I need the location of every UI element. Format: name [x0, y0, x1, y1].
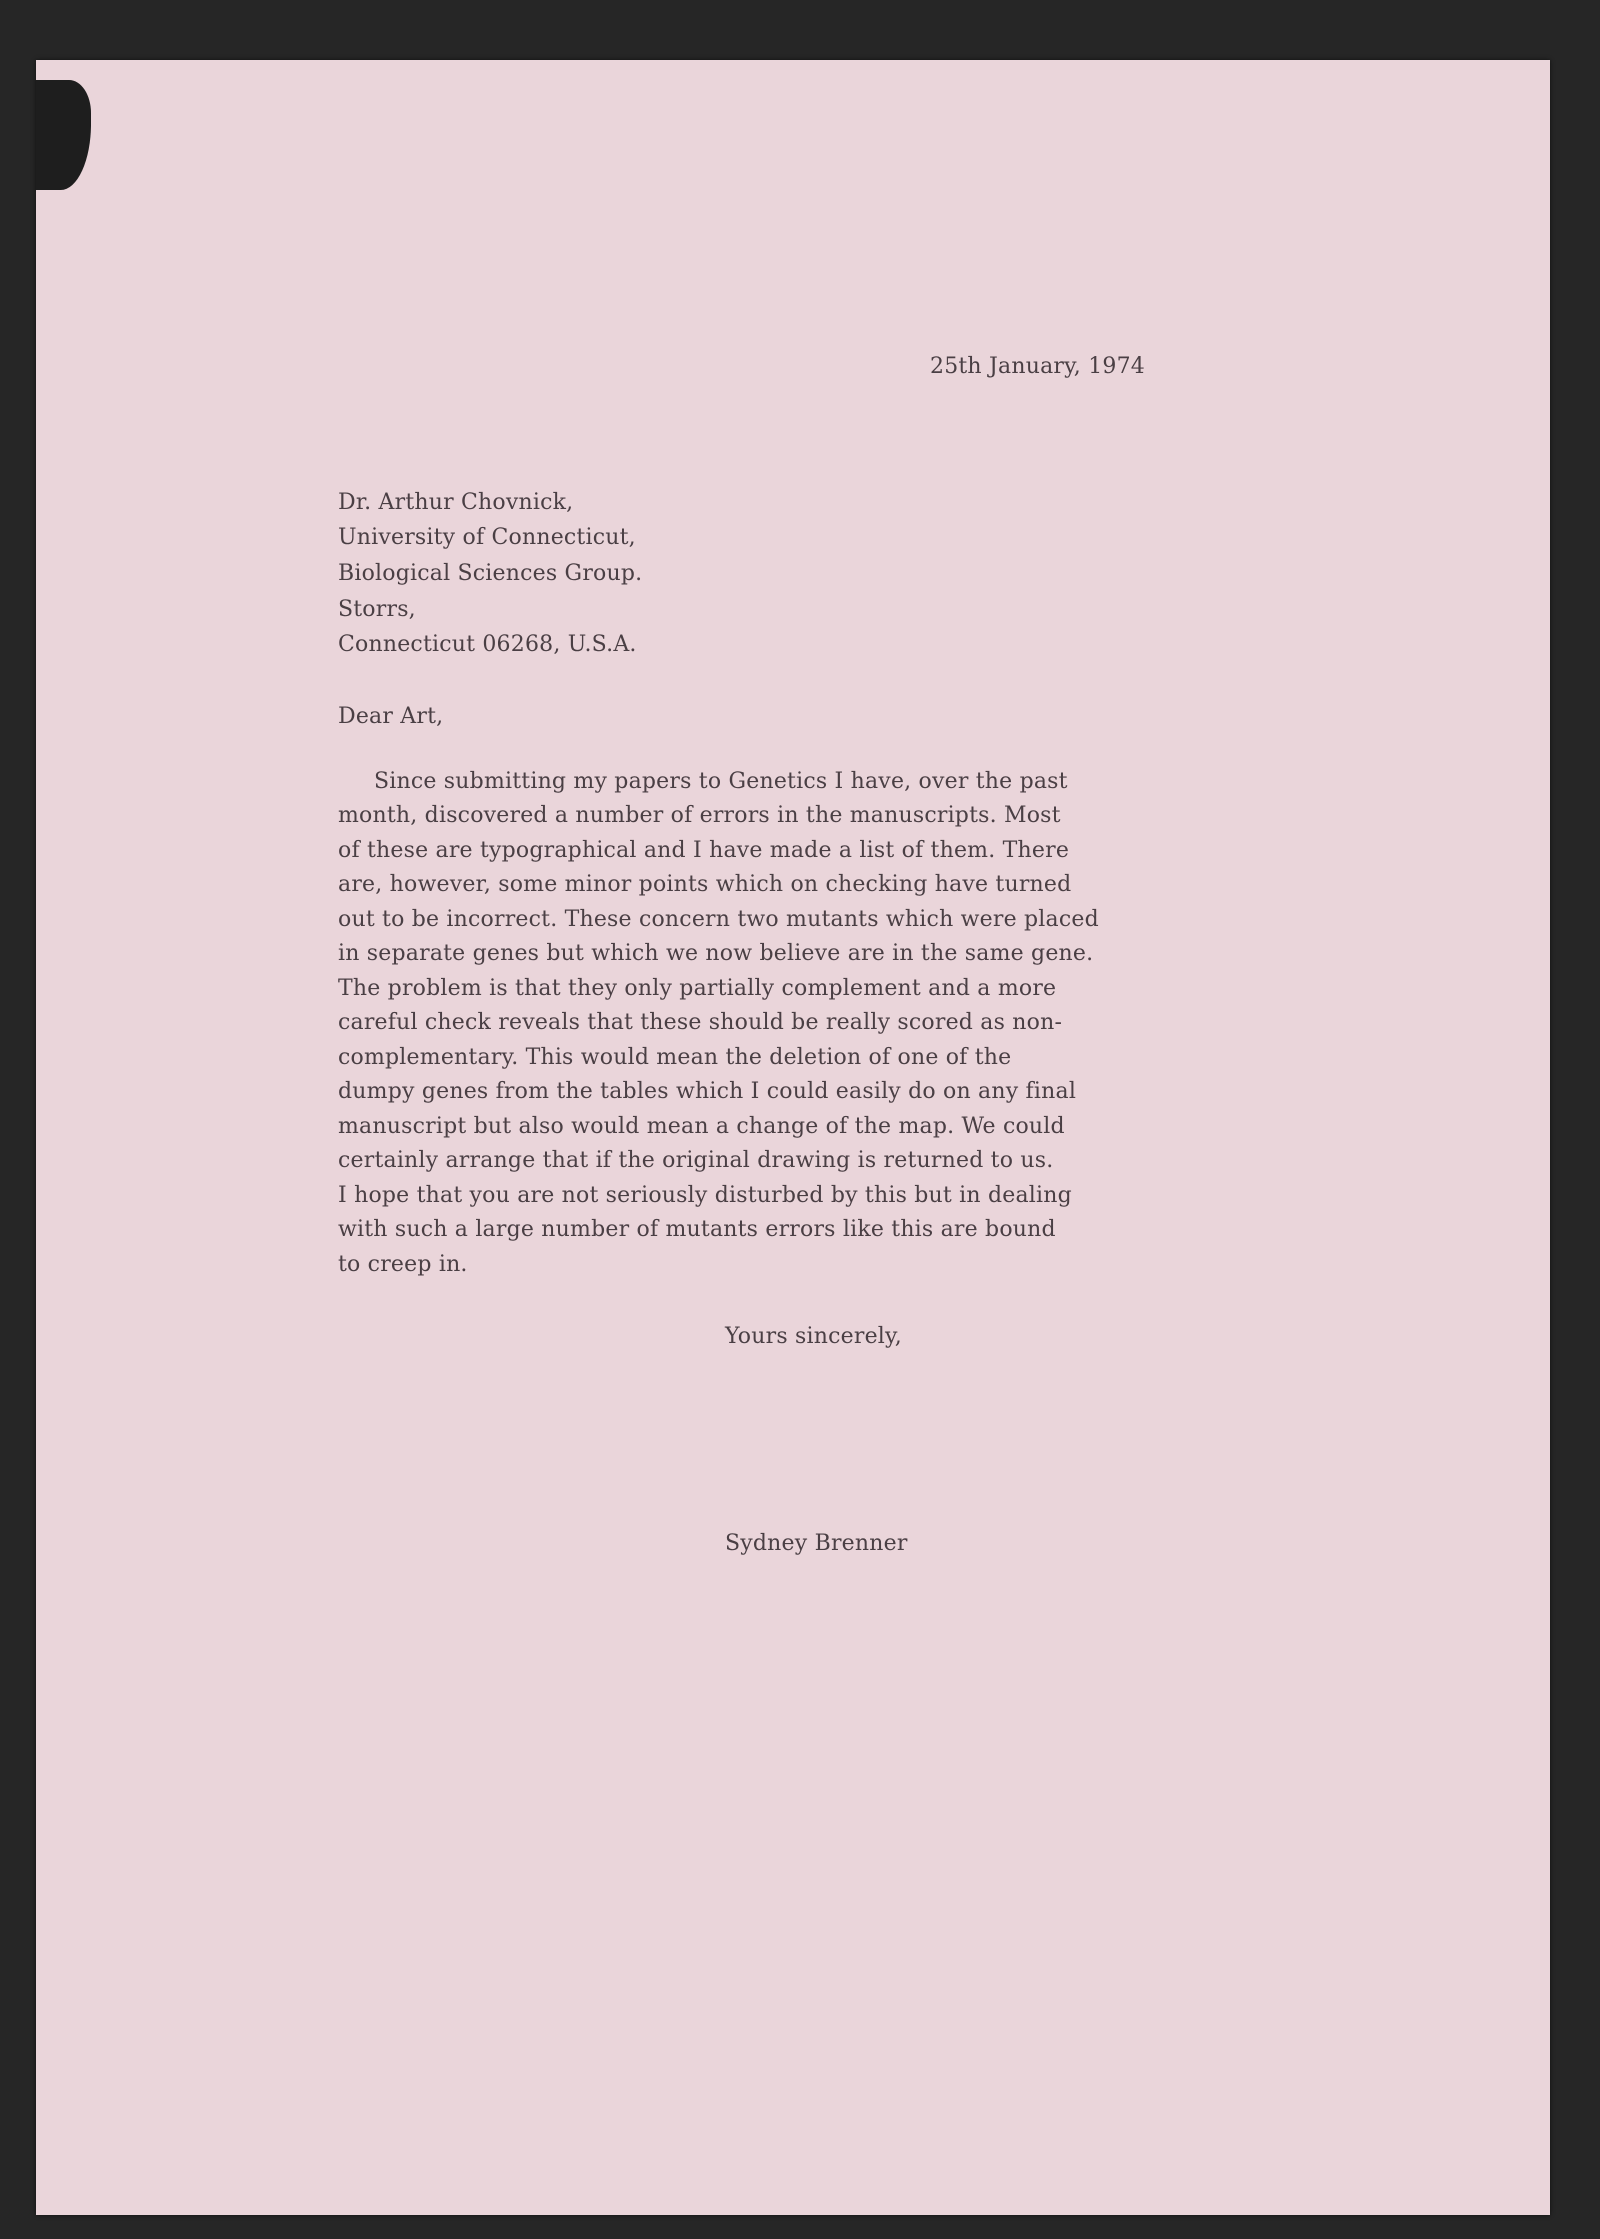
body-line: The problem is that they only partially complement and a more — [338, 976, 1057, 1001]
body-line: I hope that you are not seriously disturbed by this but in dealing — [338, 1183, 1072, 1208]
body-line: Since submitting my papers to Genetics I have, over the past — [374, 769, 1068, 794]
signature-name: Sydney Brenner — [725, 1531, 908, 1556]
body-line: with such a large number of mutants errors like this are bound — [338, 1217, 1056, 1242]
closing: Yours sincerely, — [725, 1324, 902, 1349]
address-line: University of Connecticut, — [338, 525, 636, 550]
address-line: Connecticut 06268, U.S.A. — [338, 632, 637, 657]
salutation: Dear Art, — [338, 704, 444, 729]
body-line: out to be incorrect. These concern two mutants which were placed — [338, 907, 1099, 932]
body-line: complementary. This would mean the deletion of one of the — [338, 1045, 1012, 1070]
body-line: month, discovered a number of errors in the manuscripts. Most — [338, 803, 1061, 828]
body-line: manuscript but also would mean a change of the map. We could — [338, 1114, 1065, 1139]
address-line: Dr. Arthur Chovnick, — [338, 490, 574, 515]
address-line: Storrs, — [338, 597, 416, 622]
body-line: of these are typographical and I have made a list of them. There — [338, 838, 1070, 863]
body-line: in separate genes but which we now believe are in the same gene. — [338, 941, 1094, 966]
letter-date: 25th January, 1974 — [930, 354, 1145, 379]
address-line: Biological Sciences Group. — [338, 561, 643, 586]
body-line: to creep in. — [338, 1252, 468, 1277]
body-line: dumpy genes from the tables which I could easily do on any final — [338, 1079, 1077, 1104]
body-line: certainly arrange that if the original drawing is returned to us. — [338, 1148, 1054, 1173]
body-line: careful check reveals that these should be really scored as non- — [338, 1010, 1063, 1035]
body-line: are, however, some minor points which on checking have turned — [338, 872, 1072, 897]
